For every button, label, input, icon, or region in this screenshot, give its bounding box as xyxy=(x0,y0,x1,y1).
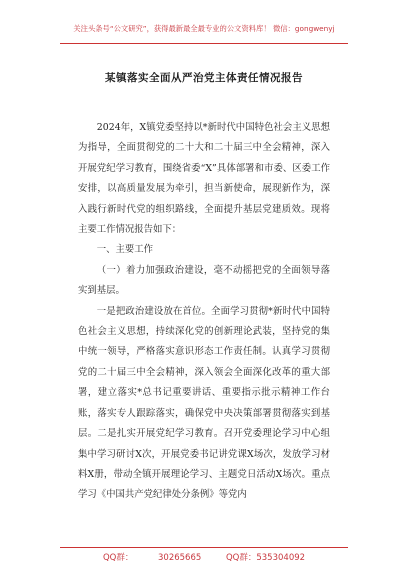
intro-paragraph: 2024年，X镇党委坚持以*新时代中国特色社会主义思想为指导，全面贯彻党的二十大和二十届三中全会精神，深入开展党纪学习教育，围绕省委“X”具体部署和市委、区委工作安排，以高质量发展为牵引，担当新使命，展现新作为，深入践行新时代党的组织路线，全面提升基层党建质效。现将主要工作情况报告如下： xyxy=(78,122,330,236)
top-banner: 关注头条号“公文研究”，获得最新最全最专业的公文资料库！ 微信：gongwenyj xyxy=(73,24,335,33)
document-body xyxy=(78,118,330,506)
document-title: 某镇落实全面从严治党主体责任情况报告 xyxy=(105,72,303,84)
bottom-divider xyxy=(60,547,348,548)
contact-footer: QQ群： 30265665 QQ群：535304092 xyxy=(102,553,306,563)
political-building-paragraph: 一是把政治建设放在首位。全面学习贯彻*新时代中国特色社会主义思想，持续深化党的创新理论武装，坚持党的集中统一领导，严格落实意识形态工作责任制。认真学习贯彻党的二十届三中全会精神，深入领会全面深化改革的重大部署，建立落实*总书记重要讲话、重要指示批示精神工作台账，落实专人跟踪落实，确保党中央决策部署贯彻落实到基层。二是扎实开展党纪学习教育。召开党委理论学习中心组集中学习研讨X次，开展党委书记讲党课X场次，发放学习材料X册，带动全镇开展理论学习、主题党日活动X场次。重点学习《中国共产党纪律处分条例》等党内 xyxy=(78,305,330,501)
section-heading-main-work: 一、主要工作 xyxy=(96,244,154,256)
top-divider xyxy=(60,43,348,44)
subsection-heading-political-building: （一）着力加强政治建设，毫不动摇把党的全面领导落实到基层。 xyxy=(78,264,330,297)
